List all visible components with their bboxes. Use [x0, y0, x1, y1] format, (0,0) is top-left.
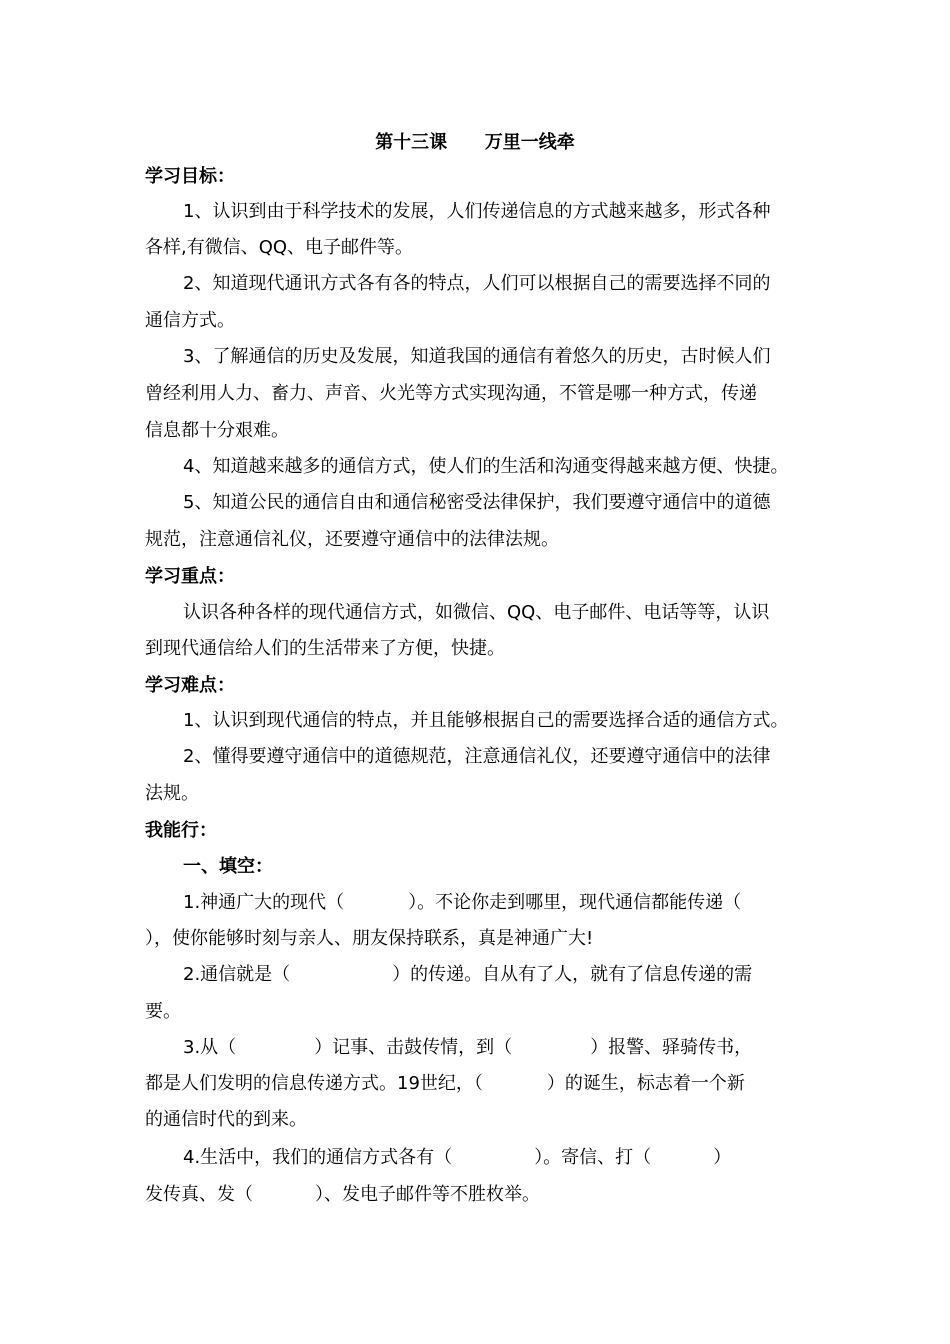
question-1-line-2: ），使你能够时刻与亲人、朋友保持联系，真是神通广大!	[145, 928, 594, 949]
question-2-line-1	[183, 964, 752, 986]
q4-text-a: 4.生活中，我们的通信方式各有（	[183, 1147, 453, 1168]
difficulty-2-line-2: 法规。	[145, 783, 199, 804]
goal-5-line-1: 5、知道公民的通信自由和通信秘密受法律保护，我们要遵守通信中的道德	[183, 492, 771, 513]
difficulty-2-line-1: 2、懂得要遵守通信中的道德规范，注意通信礼仪，还要遵守通信中的法律	[183, 746, 771, 767]
goal-1-line-2: 各样,有微信、QQ、电子邮件等。	[145, 237, 414, 258]
key-line-2: 到现代通信给人们的生活带来了方便，快捷。	[145, 638, 505, 659]
goals-heading: 学习目标：	[145, 166, 235, 187]
goal-5-line-2: 规范，注意通信礼仪，还要遵守通信中的法律法规。	[145, 529, 559, 550]
key-line-1: 认识各种各样的现代通信方式，如微信、QQ、电子邮件、电话等等，认识	[183, 602, 770, 623]
key-heading: 学习重点：	[145, 566, 235, 587]
q4-text-b: ）。寄信、打（	[534, 1147, 652, 1168]
question-1-line-1	[183, 892, 741, 914]
q3-text-e: ）的诞生，标志着一个新	[546, 1073, 745, 1094]
goal-1-line-1: 1、认识到由于科学技术的发展，人们传递信息的方式越来越多，形式各种	[183, 201, 771, 222]
question-3-line-1	[183, 1037, 752, 1059]
q2-text-b: ）的传递。自从有了人，就有了信息传递的需	[392, 964, 753, 985]
goal-3-line-3: 信息都十分艰难。	[145, 420, 289, 441]
question-3-line-3: 的通信时代的到来。	[145, 1109, 307, 1130]
question-3-line-2	[145, 1073, 745, 1095]
goal-3-line-1: 3、了解通信的历史及发展，知道我国的通信有着悠久的历史，古时候人们	[183, 346, 771, 367]
q3-text-c: ）报警、驿骑传书，	[590, 1037, 753, 1058]
page-title: 第十三课 万里一线牵	[375, 132, 575, 153]
q4-text-d: 发传真、发（	[145, 1184, 253, 1205]
q3-text-b: ）记事、击鼓传情，到（	[314, 1037, 513, 1058]
q1-text-a: 1.神通广大的现代（	[183, 892, 345, 913]
can-do-heading: 我能行：	[145, 820, 217, 841]
question-4-line-1	[183, 1147, 731, 1169]
goal-2-line-2: 通信方式。	[145, 310, 235, 331]
q3-text-d: 都是人们发明的信息传递方式。19世纪，（	[145, 1073, 483, 1094]
question-4-line-2	[145, 1184, 540, 1206]
difficulty-heading: 学习难点：	[145, 675, 235, 696]
q2-text-a: 2.通信就是（	[183, 964, 291, 985]
q4-text-e: ）、发电子邮件等不胜枚举。	[315, 1184, 540, 1205]
goal-2-line-1: 2、知道现代通讯方式各有各的特点，人们可以根据自己的需要选择不同的	[183, 273, 771, 294]
question-2-line-2: 要。	[145, 1001, 181, 1022]
q1-text-b: ）。不论你走到哪里，现代通信都能传递（	[408, 892, 742, 913]
difficulty-1-line-1: 1、认识到现代通信的特点，并且能够根据自己的需要选择合适的通信方式。	[183, 710, 789, 731]
goal-3-line-2: 曾经利用人力、畜力、声音、火光等方式实现沟通，不管是哪一种方式，传递	[145, 383, 757, 404]
q3-text-a: 3.从（	[183, 1037, 237, 1058]
goal-4-line-1: 4、知道越来越多的通信方式，使人们的生活和沟通变得越来越方便、快捷。	[183, 456, 789, 477]
q4-text-c: ）	[713, 1147, 732, 1168]
fill-in-heading: 一、填空：	[183, 856, 273, 877]
